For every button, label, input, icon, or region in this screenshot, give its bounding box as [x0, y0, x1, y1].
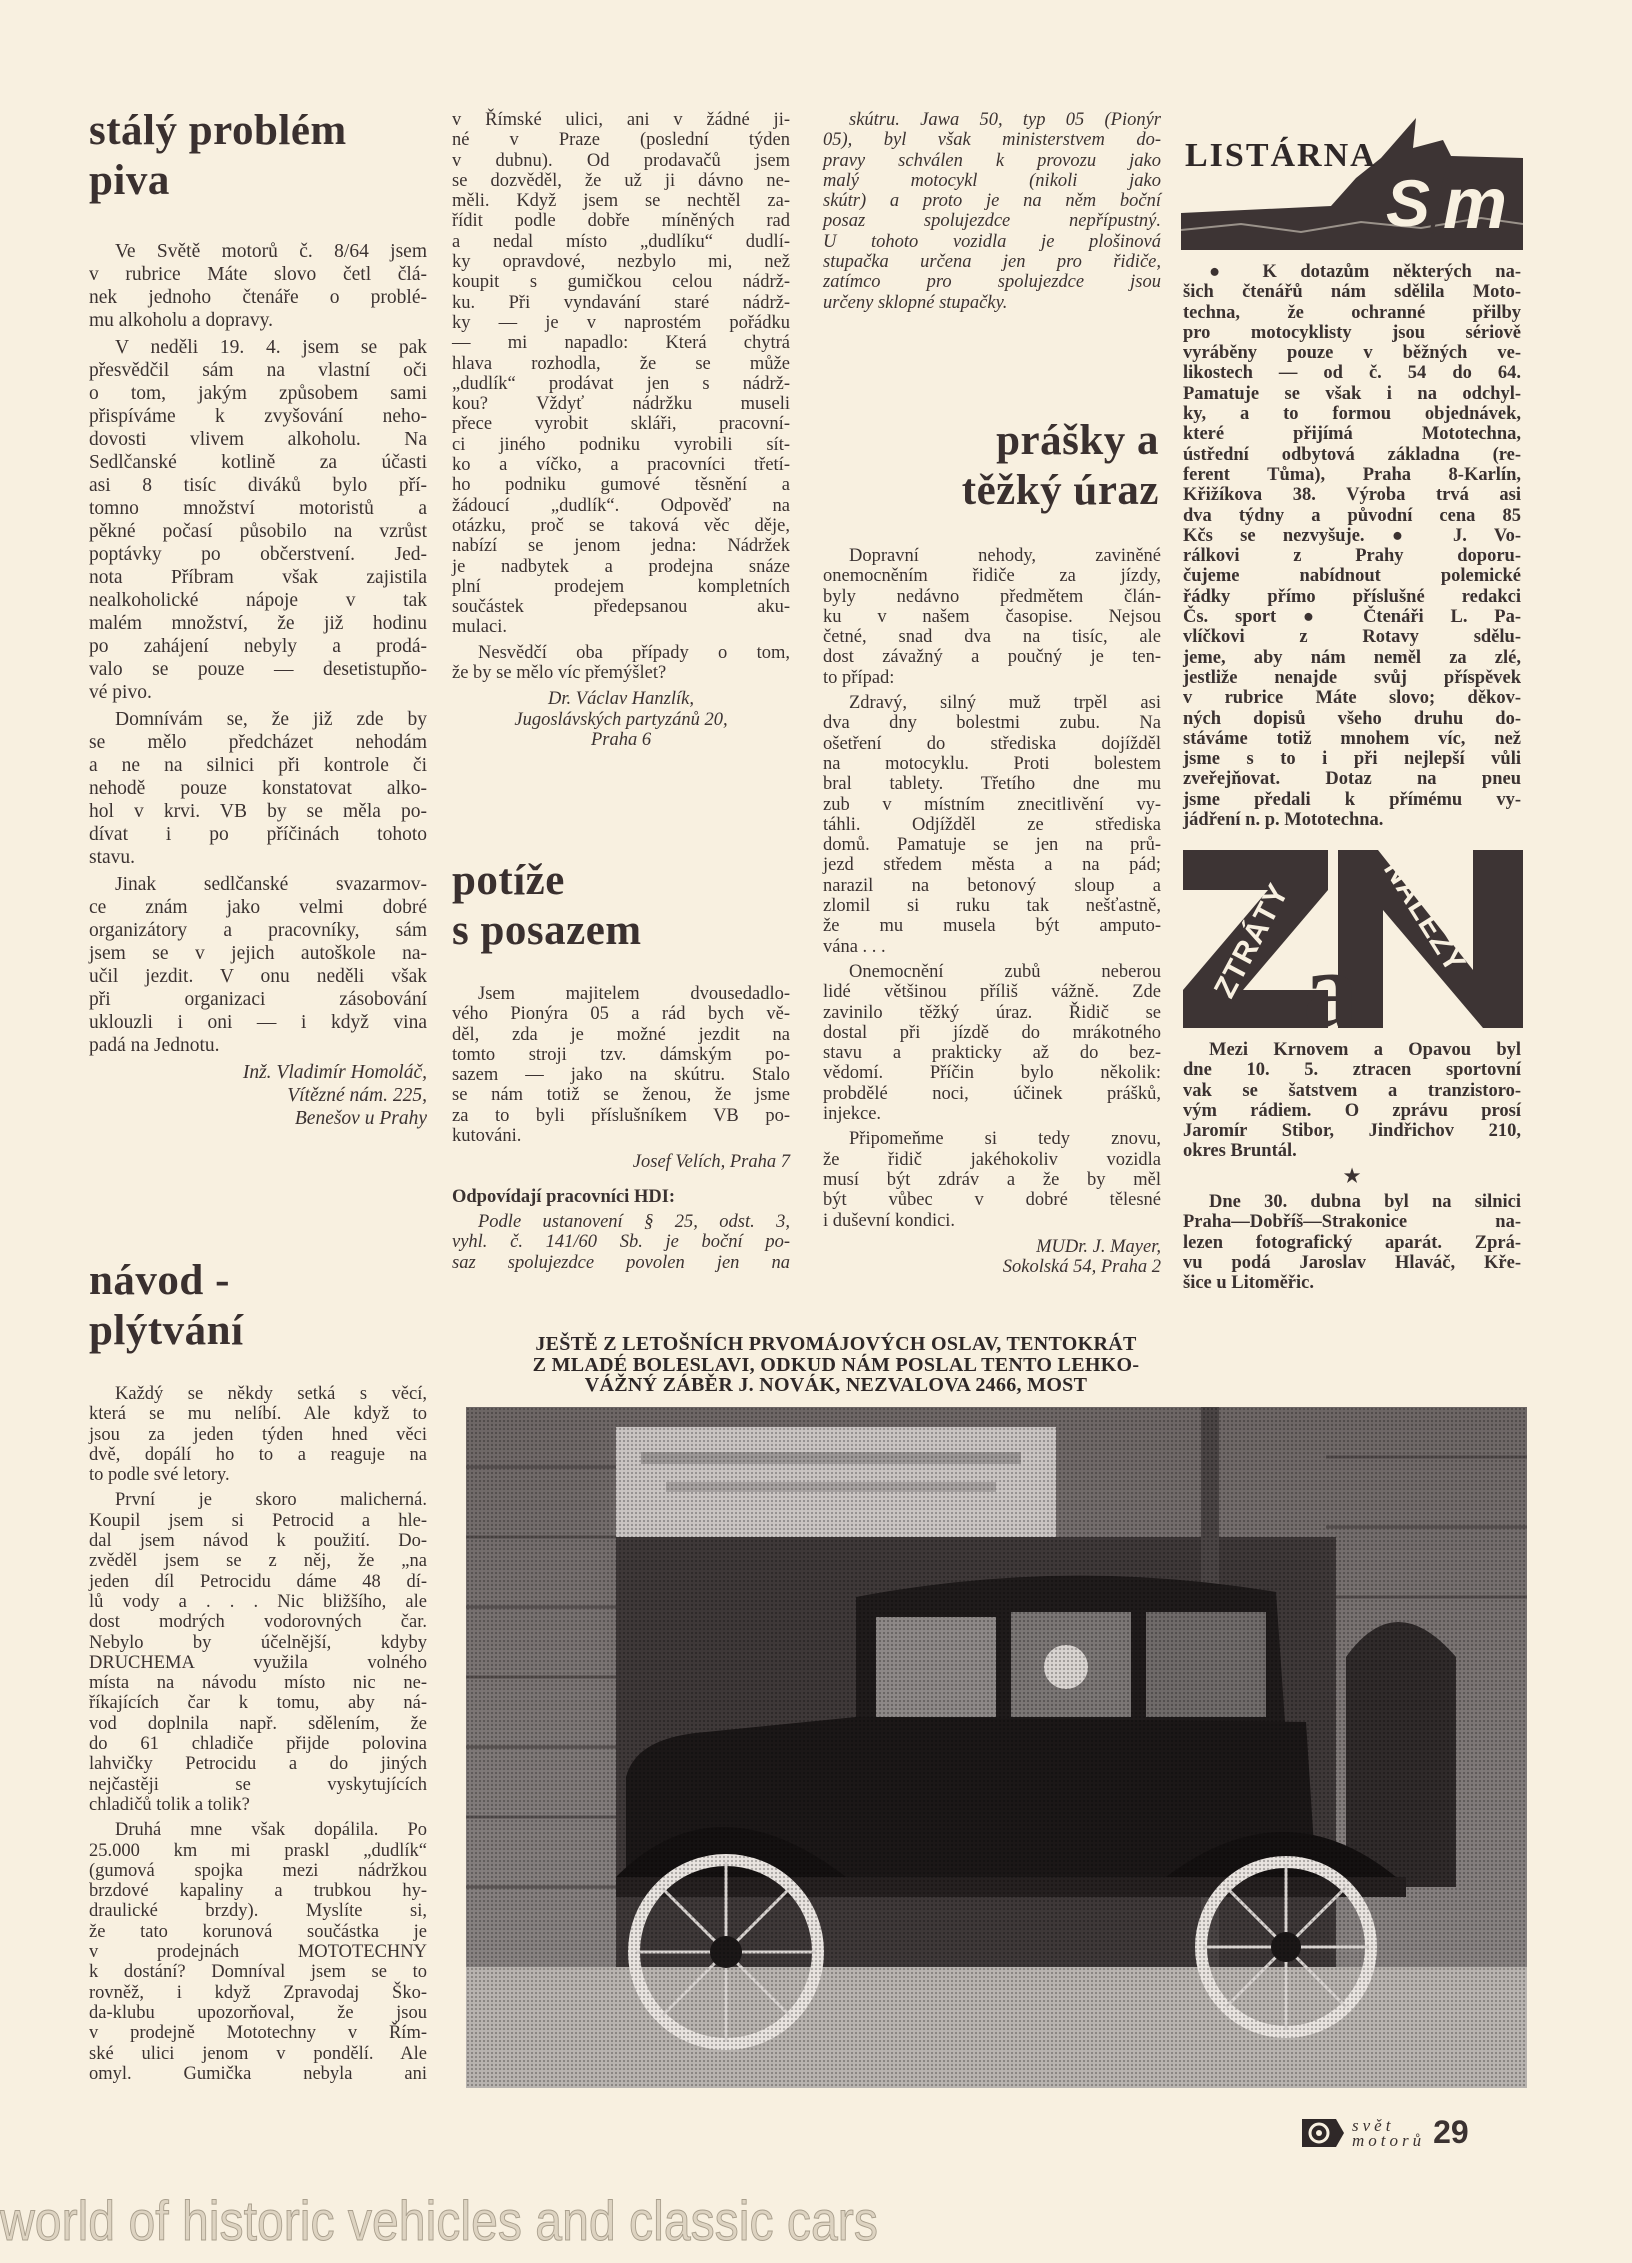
text-line: dal jsem návod k použití. Do- — [89, 1531, 427, 1552]
photo-caption — [452, 1334, 1220, 1396]
text-line: řádky přímo příslušné redakci — [1183, 586, 1521, 607]
text-line: nehodě pouze konstatovat alko- — [89, 778, 427, 799]
text-line: a nedal místo „dudlíku“ dudlí- — [452, 231, 790, 252]
logo-word-ztraty: ZTRÁTY — [1208, 878, 1296, 1004]
star-paragraph — [1183, 1167, 1521, 1187]
text-line: se dozvěděl, že už ji dávno ne- — [452, 170, 790, 191]
text-line: mu alkoholu a dopravy. — [89, 310, 273, 331]
text-line: dost závažný a poučný je ten- — [823, 647, 1161, 668]
text-line: stupačka určena jen pro řidiče, — [823, 252, 1161, 273]
text-line: chladičů tolik a tolik? — [89, 1794, 250, 1815]
text-line: v rubrice Máte slovo; děkov- — [1183, 688, 1521, 709]
text-line: ho podniku gumové těsnění a — [452, 475, 790, 496]
body-paragraph — [823, 962, 1161, 1124]
text-line: vána . . . — [823, 936, 886, 957]
text-line: posaz spolujezdce nepřípustný. — [823, 211, 1161, 232]
text-line: Nesvědčí oba případy o tom, — [478, 642, 790, 663]
text-line: se mělo předcházet nehodám — [89, 732, 427, 753]
text-line: místa na návodu místo nic ne- — [89, 1673, 427, 1694]
text-line: i duševní kondici. — [823, 1210, 956, 1231]
text-line: při organizaci zásobování — [89, 989, 427, 1010]
article-title-seat — [452, 856, 792, 956]
text-line: koupit s gumičkou celou nádrž- — [452, 272, 790, 293]
text-line: dostal při jízdě do mrákotného — [823, 1022, 1161, 1043]
text-line: saz spolujezdce povolen jen na — [452, 1252, 790, 1273]
text-line: da-klubu upozorňoval, že jsou — [89, 2002, 427, 2023]
text-line: Kčs se nezvyšuje. ● J. Vo- — [1183, 525, 1521, 546]
text-line: Praha 6 — [590, 729, 652, 750]
text-line: Dne 30. dubna byl na silnici — [1209, 1192, 1521, 1213]
body-paragraph — [1183, 1040, 1521, 1162]
text-line: žádoucí „dudlík“. Odpověď na — [452, 495, 790, 516]
watermark-tagline: world of historic vehicles and classic cars — [0, 2189, 878, 2252]
signature-paragraph — [452, 1152, 790, 1172]
text-line: ★ — [1343, 1166, 1361, 1187]
text-line: U tohoto vozidla je plošinová — [823, 231, 1161, 252]
text-line: kutováni. — [452, 1126, 522, 1147]
text-line: Nebylo by účelnější, kdyby — [89, 1632, 427, 1653]
text-line: skútru. Jawa 50, typ 05 (Pionýr — [849, 110, 1161, 130]
text-line: Praha—Dobříš—Strakonice na- — [1183, 1212, 1521, 1233]
text-line: ky, a to formou objednávek, — [1183, 404, 1521, 425]
text-line: domů. Pamatuje se jen na prů- — [823, 835, 1161, 856]
text-line: dne 10. 5. ztracen sportovní — [1183, 1060, 1521, 1081]
text-line: Sokolská 54, Praha 2 — [1002, 1257, 1161, 1278]
text-line: přece vyrobit skláři, pracovní- — [452, 414, 790, 435]
text-line: zveřejňovat. Dotaz na pneu — [1183, 769, 1521, 790]
text-line: dva týdny a původní cena 85 — [1183, 505, 1521, 526]
title-line: potíže — [452, 857, 565, 904]
caption-line: JEŠTĚ Z LETOŠNÍCH PRVOMÁJOVÝCH OSLAV, TENTOKRÁT — [535, 1333, 1137, 1355]
text-line: po zahájení nebyly a prodá- — [89, 636, 427, 657]
text-line: o tom, jakým způsobem sami — [89, 383, 427, 404]
text-line: stavu a prakticky až do bez- — [823, 1043, 1161, 1064]
text-line: ci jiného podniku vyrobili sít- — [452, 434, 790, 455]
lost-and-found-logo — [1183, 850, 1523, 1028]
title-line: plýtvání — [89, 1307, 244, 1354]
text-line: brzdové kapaliny a trubkou hy- — [89, 1881, 427, 1902]
text-line: Benešov u Prahy — [294, 1108, 427, 1129]
text-line: šice u Litoměřic. — [1183, 1273, 1314, 1294]
text-line: v prodejně Mototechny v Řím- — [89, 2023, 427, 2044]
text-line: Sedlčanské kotlině za účasti — [89, 452, 427, 473]
article-title-manual — [89, 1256, 429, 1356]
body-paragraph — [1183, 262, 1521, 830]
text-line: dva dny bolestmi zubu. Na — [823, 713, 1161, 734]
text-line: stavu. — [89, 847, 136, 868]
text-line: Jaromír Stibor, Jindřichov 210, — [1183, 1121, 1521, 1142]
text-line: V neděli 19. 4. jsem se pak — [115, 337, 427, 358]
listarna-body — [1183, 262, 1521, 830]
text-line: (gumová spojka mezi nádržkou — [89, 1860, 427, 1881]
text-line: malý motocykl (nikoli jako — [823, 170, 1161, 191]
text-line: učil jezdit. V onu neděli však — [89, 966, 427, 987]
magazine-name-line: motorů — [1352, 2130, 1426, 2150]
svet-motoru-logo-icon — [1302, 2117, 1344, 2149]
text-line: plní prodejem kompletních — [452, 576, 790, 597]
text-line: zub v místním znecitlivění vy- — [823, 794, 1161, 815]
text-line: jsme s to i při nejlepší vůli — [1183, 749, 1521, 770]
text-line: četné, snad dva na tisíc, ale — [823, 627, 1161, 648]
text-line: sazem — jako na skútru. Stalo — [452, 1065, 790, 1086]
text-line: — mi napadlo: Která chytrá — [452, 333, 790, 354]
title-line: stálý problém — [89, 107, 347, 154]
text-line: vu podá Jaroslav Hlaváč, Kře- — [1183, 1252, 1521, 1273]
text-line: ných dopisů všeho druhu do- — [1183, 708, 1521, 729]
article-body-manual — [89, 1384, 427, 2084]
text-line: otázku, proč se taková věc děje, — [452, 515, 790, 536]
text-line: zlomil si ruku tak nešťastně, — [823, 896, 1161, 917]
text-line: ky — je v naprostém pořádku — [452, 312, 790, 333]
text-line: DRUCHEMA využila volného — [89, 1652, 427, 1673]
text-line: ● K dotazům některých na- — [1209, 262, 1521, 282]
text-line: né v Praze (poslední týden — [452, 130, 790, 151]
text-line: děl, zda je možné jezdit na — [452, 1024, 790, 1045]
text-line: Koupil jsem si Petrocid a hle- — [89, 1510, 427, 1531]
text-line: jsou za jeden týden hned věci — [89, 1424, 427, 1445]
text-line: v rubrice Máte slovo četl člá- — [89, 264, 427, 285]
article-title-pills — [823, 416, 1159, 516]
text-line: vým rádiem. O zprávu prosí — [1183, 1100, 1521, 1121]
text-line: padá na Jednotu. — [89, 1035, 220, 1056]
text-line: jádření n. p. Mototechna. — [1183, 810, 1384, 831]
page-footer — [1302, 2114, 1469, 2151]
text-line: „dudlík“ prodávat jen s nádrž- — [452, 373, 790, 394]
text-line: Druhá mne však dopálila. Po — [115, 1820, 427, 1841]
text-line: likostech — od č. 54 do 64. — [1183, 363, 1521, 384]
text-line: Josef Velích, Praha 7 — [632, 1152, 790, 1173]
text-line: vyráběny pouze v běžných ve- — [1183, 343, 1521, 364]
text-line: ské ulici jenom v pondělí. Ale — [89, 2043, 427, 2064]
text-line: 05), byl však ministerstvem do- — [823, 130, 1161, 151]
text-line: se nám totiž se ženou, že jsme — [452, 1085, 790, 1106]
text-line: že řidič jakéhokoliv vozidla — [823, 1149, 1161, 1170]
signature-paragraph — [89, 1061, 427, 1130]
logo-letter-s: S — [1386, 166, 1431, 240]
magazine-name-line: svět — [1352, 2115, 1395, 2135]
text-line: a ne na silnici při kontrole či — [89, 755, 427, 776]
text-line: nejčastěji se vyskytujících — [89, 1774, 427, 1795]
text-line: Křižíkova 38. Výroba trvá asi — [1183, 485, 1521, 506]
text-line: že by se mělo víc přemýšlet? — [452, 663, 667, 684]
text-line: do 61 chladiče přijde polovina — [89, 1734, 427, 1755]
body-paragraph — [823, 546, 1161, 688]
text-line: dívat i po příčinách tohoto — [89, 824, 427, 845]
text-line: malém množství, že již hodinu — [89, 613, 427, 634]
logo-word-nalezy: NÁLEZY — [1377, 854, 1472, 979]
text-line: stáváme totiž mnohem víc, než — [1183, 728, 1521, 749]
text-line: jezd středem města a na pád; — [823, 855, 1161, 876]
text-line: zvěděl jsem se z něj, že „na — [89, 1551, 427, 1572]
text-line: nek jednoho čtenáře o problé- — [89, 287, 427, 308]
text-line: ústřední odbytová základna (re- — [1183, 444, 1521, 465]
text-line: Domnívám se, že již zde by — [115, 709, 427, 730]
text-line: MUDr. J. Mayer, — [1036, 1236, 1161, 1257]
text-line: součástek předepsanou aku- — [452, 597, 790, 618]
text-line: ky opravdové, nezbylo mi, než — [452, 252, 790, 273]
text-line: nabízí se jenom jedna: Nádržek — [452, 536, 790, 557]
text-line: dovosti vlivem alkoholu. Na — [89, 429, 427, 450]
text-line: Dopravní nehody, zaviněné — [849, 546, 1161, 566]
text-line: Ve Světě motorů č. 8/64 jsem — [115, 241, 427, 262]
text-line: jeden díl Petrocidu dáme 48 dí- — [89, 1571, 427, 1592]
text-line: ferent Tůma), Praha 8-Karlín, — [1183, 464, 1521, 485]
text-line: tomto stroji tzv. dámským po- — [452, 1044, 790, 1065]
title-line: piva — [89, 157, 170, 204]
text-line: omyl. Gumička nebyla ani — [89, 2063, 427, 2084]
text-line: že tato korunová součástka je — [89, 1921, 427, 1942]
text-line: čujeme nabídnout polemické — [1183, 566, 1521, 587]
text-line: v Římské ulici, ani v žádné ji- — [452, 110, 790, 130]
page-number: 29 — [1433, 2114, 1469, 2150]
text-line: měli. Když jsem se nechtěl za- — [452, 191, 790, 212]
text-line: Podle ustanovení § 25, odst. 3, — [478, 1211, 790, 1232]
listarna-word: LISTÁRNA — [1185, 137, 1377, 174]
title-line: prášky a — [996, 417, 1159, 464]
text-line: která se mu nelíbí. Ale když to — [89, 1404, 427, 1425]
logo-letter-m: m — [1443, 164, 1508, 244]
body-paragraph — [89, 708, 427, 869]
reply-heading-paragraph — [452, 1187, 790, 1207]
text-line: vyhl. č. 141/60 Sb. je boční po- — [452, 1232, 790, 1253]
text-line: nealkoholické nápoje v tak — [89, 590, 427, 611]
text-line: Čs. sport ● Čtenáři L. Pa- — [1183, 607, 1521, 628]
logo-letter-a: a — [1303, 928, 1358, 1028]
body-paragraph — [89, 1490, 427, 1815]
text-line: k dostání? Domníval jsem se to — [89, 1962, 427, 1983]
text-line: Onemocnění zubů neberou — [849, 961, 1161, 982]
text-line: říkajících čar k tomu, aby ná- — [89, 1693, 427, 1714]
text-line: techna, že ochranné přilby — [1183, 302, 1521, 323]
body-paragraph — [452, 643, 790, 684]
body-paragraph — [452, 110, 790, 638]
text-line: První je skoro malicherná. — [115, 1490, 427, 1511]
text-line: v prodejnách MOTOTECHNY — [89, 1942, 427, 1963]
text-line: jsme předali k přímému vy- — [1183, 789, 1521, 810]
text-line: lezen fotografický aparát. Zprá- — [1183, 1232, 1521, 1253]
body-paragraph — [823, 693, 1161, 957]
text-line: že mu musela být amputo- — [823, 916, 1161, 937]
body-paragraph — [89, 336, 427, 704]
text-line: ošetření do střediska dojížděl — [823, 733, 1161, 754]
text-line: za to byli příslušníkem VB po- — [452, 1105, 790, 1126]
text-line: uklouzli i oni — i když vina — [89, 1012, 427, 1033]
text-line: vlíčkovi z Rotavy sdělu- — [1183, 627, 1521, 648]
text-line: které přijímá Mototechna, — [1183, 424, 1521, 445]
text-line: Každý se někdy setká s věcí, — [115, 1384, 427, 1404]
text-line: Dr. Václav Hanzlík, — [548, 689, 694, 710]
text-line: přesvědčil sám na vlastní oči — [89, 360, 427, 381]
text-line: Jsem majitelem dvousedadlo- — [478, 984, 790, 1004]
body-paragraph — [89, 1820, 427, 2084]
text-line: pravy schválen k provozu jako — [823, 150, 1161, 171]
text-line: vak se šatstvem a tranzistoro- — [1183, 1080, 1521, 1101]
text-line: asi 8 tisíc diváků bylo pří- — [89, 475, 427, 496]
text-line: musí být zdráv a že by měl — [823, 1169, 1161, 1190]
text-line: lů vody a . . . Nic bližšího, ale — [89, 1591, 427, 1612]
text-line: Pamatuje se však i na odchyl- — [1183, 383, 1521, 404]
article-body-beer — [89, 236, 427, 1130]
text-line: je nadbytek a prodejna snáze — [452, 556, 790, 577]
text-line: na motocyklu. Proti bolestem — [823, 753, 1161, 774]
body-paragraph — [452, 984, 790, 1146]
text-line: jestliže nenajde svůj příspěvek — [1183, 667, 1521, 688]
text-line: Vítězné nám. 225, — [287, 1085, 427, 1106]
body-paragraph — [1183, 1192, 1521, 1293]
text-line: organizátory a pracovníky, sám — [89, 920, 427, 941]
text-line: dost modrých vodorovných čar. — [89, 1612, 427, 1633]
text-line: probdělé noci, účinek prášků, — [823, 1083, 1161, 1104]
article-body-manual-continued — [452, 110, 790, 750]
text-line: dvě, dopálí ho to a reaguje na — [89, 1444, 427, 1465]
article-body-seat-continued — [823, 110, 1161, 313]
text-line: narazil na betonový sloup a — [823, 875, 1161, 896]
text-line: Mezi Krnovem a Opavou byl — [1209, 1040, 1521, 1060]
title-line: s posazem — [452, 907, 642, 954]
text-line: vod doplnila např. sdělením, že — [89, 1713, 427, 1734]
text-line: valo se pouze — desetistupňo- — [89, 659, 427, 680]
text-line: určeny sklopné stupačky. — [823, 292, 1008, 313]
body-paragraph — [89, 240, 427, 332]
text-line: táhli. Odjížděl ze střediska — [823, 814, 1161, 835]
text-line: to případ: — [823, 667, 895, 688]
text-line: být vůbec v dobré tělesné — [823, 1190, 1161, 1211]
body-paragraph — [89, 873, 427, 1057]
text-line: vé pivo. — [89, 682, 152, 703]
text-line: pěkné počasí působilo na vzrůst — [89, 521, 427, 542]
text-line: injekce. — [823, 1104, 882, 1125]
body-paragraph — [89, 1384, 427, 1485]
text-line: jsem se v jejich autoškole na- — [89, 943, 427, 964]
text-line: to podle své letory. — [89, 1465, 230, 1486]
text-line: Inž. Vladimír Homoláč, — [242, 1062, 427, 1083]
title-line: návod - — [89, 1257, 230, 1304]
caption-line: VÁŽNÝ ZÁBĚR J. NOVÁK, NEZVALOVA 2466, MOST — [584, 1374, 1088, 1396]
text-line: šich čtenářů nám sdělila Moto- — [1183, 282, 1521, 303]
text-line: byly nedávno předmětem člán- — [823, 586, 1161, 607]
article-body-pills — [823, 546, 1161, 1277]
magazine-name — [1352, 2115, 1426, 2150]
text-line: ce znám jako velmi dobré — [89, 897, 427, 918]
text-line: skútr) a proto je na něm boční — [823, 191, 1161, 212]
text-line: vědomí. Příčin bylo několik: — [823, 1063, 1161, 1084]
text-line: řídit podle dobře míněných rad — [452, 211, 790, 232]
text-line: Odpovídají pracovníci HDI: — [452, 1186, 676, 1207]
text-line: hlava rozhodla, že se může — [452, 353, 790, 374]
reply-paragraph — [823, 110, 1161, 313]
signature-paragraph — [823, 1237, 1161, 1278]
text-line: tomno množství motoristů a — [89, 498, 427, 519]
text-line: ku. Při vyndavání staré nádrž- — [452, 292, 790, 313]
text-line: okres Bruntál. — [1183, 1141, 1297, 1162]
text-line: draulické brzdy). Myslíte si, — [89, 1901, 427, 1922]
text-line: hol v krvi. VB by se měla po- — [89, 801, 427, 822]
text-line: onemocněním řidiče za jízdy, — [823, 566, 1161, 587]
lost-and-found-body — [1183, 1040, 1521, 1294]
text-line: 25.000 km mi praskl „dudlík“ — [89, 1840, 427, 1861]
text-line: rálkovi z Prahy doporu- — [1183, 546, 1521, 567]
text-line: Zdravý, silný muž trpěl asi — [849, 693, 1161, 714]
listarna-logo — [1181, 118, 1523, 250]
text-line: ku v našem časopise. Nejsou — [823, 606, 1161, 627]
body-paragraph — [823, 1129, 1161, 1230]
photo-vintage-car — [466, 1407, 1527, 2088]
text-line: vého Pionýra 05 a rád bych vě- — [452, 1004, 790, 1025]
text-line: lidé většinou příliš vážně. Zde — [823, 982, 1161, 1003]
text-line: pro motocyklisty jsou sériově — [1183, 322, 1521, 343]
article-body-seat — [452, 984, 790, 1273]
text-line: zatímco pro spolujezdce jsou — [823, 272, 1161, 293]
text-line: nota Příbram však zajistila — [89, 567, 427, 588]
caption-line: Z MLADÉ BOLESLAVI, ODKUD NÁM POSLAL TENTO LEHKO- — [532, 1353, 1140, 1376]
text-line: ko a víčko, a pracovníci třetí- — [452, 455, 790, 476]
text-line: Připomeňme si tedy znovu, — [849, 1129, 1161, 1150]
text-line: Jinak sedlčanské svazarmov- — [115, 874, 427, 895]
signature-paragraph — [452, 689, 790, 750]
text-line: lahvičky Petrocidu a do jiných — [89, 1754, 427, 1775]
reply-paragraph — [452, 1212, 790, 1273]
text-line: poptávky po občerstvení. Jed- — [89, 544, 427, 565]
text-line: jeme, aby nám neměl za zlé, — [1183, 647, 1521, 668]
text-line: v dubnu). Od prodavačů jsem — [452, 150, 790, 171]
text-line: přispíváme k zvyšování neho- — [89, 406, 427, 427]
title-line: těžký úraz — [961, 467, 1159, 514]
text-line: mulaci. — [452, 617, 507, 638]
article-title-beer — [89, 106, 429, 206]
text-line: zavinilo těžký úraz. Řidič se — [823, 1002, 1161, 1023]
text-line: kou? Vždyť nádržku museli — [452, 394, 790, 415]
text-line: bral tablety. Třetího dne mu — [823, 774, 1161, 795]
text-line: Jugoslávských partyzánů 20, — [514, 709, 728, 730]
text-line: rovněž, i když Zpravodaj Ško- — [89, 1982, 427, 2003]
